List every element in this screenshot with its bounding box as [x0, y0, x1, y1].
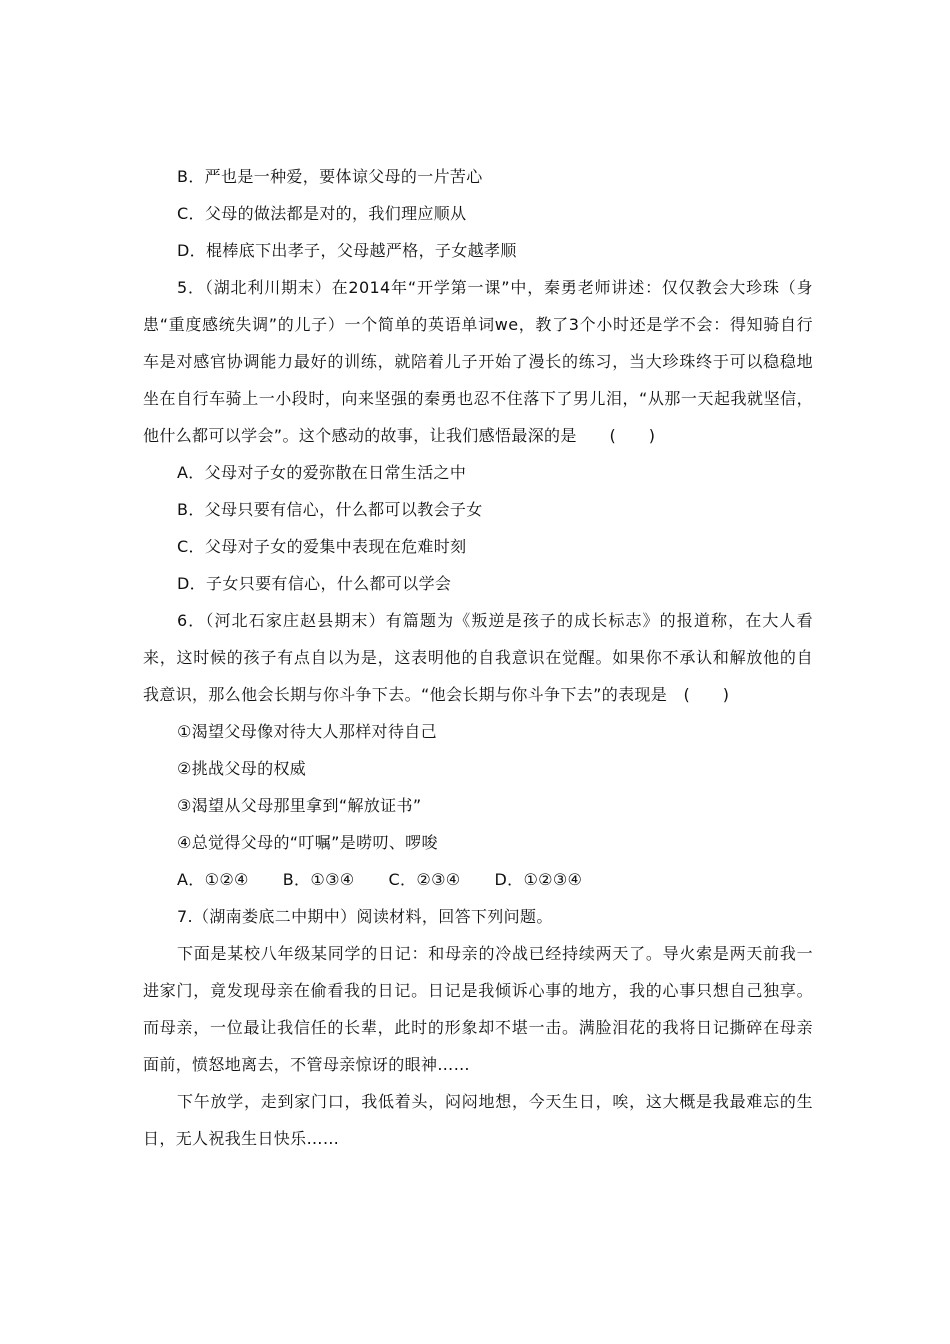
q6-option-c: C．②③④	[388, 870, 461, 889]
q6-option-a: A．①②④	[177, 870, 249, 889]
q4-option-d: D．棍棒底下出孝子，父母越严格，子女越孝顺	[177, 241, 517, 260]
q5-stem: 5．（湖北利川期末）在2014年“开学第一课”中，秦勇老师讲述：仅仅教会大珍珠（身患“重度感统失调”的儿子）一个简单的英语单词we，教了3个小时还是学不会：得知骑自行车是对感官协调能力最好的训练，就陪着儿子开始了漫长的练习，当大珍珠终于可以稳稳地坐在自行车骑上一小段时，向来坚强的秦勇也忍不住落下了男儿泪，“从那一天起我就坚信，他什么都可以学会”。这个感动的故事，让我们感悟最深的是 ( )	[143, 278, 813, 445]
q4-option-c: C．父母的做法都是对的，我们理应顺从	[177, 204, 467, 223]
q6-item-2: ②挑战父母的权威	[177, 759, 307, 778]
q7-stem: 7.（湖南娄底二中期中）阅读材料，回答下列问题。	[177, 907, 553, 926]
q6-option-d: D．①②③④	[494, 870, 583, 889]
q5-option-b: B．父母只要有信心，什么都可以教会子女	[177, 500, 483, 519]
q6-answer-options	[143, 861, 813, 898]
q5-option-d: D．子女只要有信心，什么都可以学会	[177, 574, 452, 593]
q6-option-b: B．①③④	[282, 870, 355, 889]
q6-item-3: ③渴望从父母那里拿到“解放证书”	[177, 796, 422, 815]
document-content	[143, 158, 813, 1157]
q7-material-paragraph-1: 下面是某校八年级某同学的日记：和母亲的冷战已经持续两天了。导火索是两天前我一进家门，竟发现母亲在偷看我的日记。日记是我倾诉心事的地方，我的心事只想自己独享。而母亲，一位最让我信任的长辈，此时的形象却不堪一击。满脸泪花的我将日记撕碎在母亲面前，愤怒地离去，不管母亲惊讶的眼神……	[143, 944, 813, 1074]
q6-stem: 6．（河北石家庄赵县期末）有篇题为《叛逆是孩子的成长标志》的报道称，在大人看来，这时候的孩子有点自以为是，这表明他的自我意识在觉醒。如果你不承认和解放他的自我意识，那么他会长期与你斗争下去。“他会长期与你斗争下去”的表现是 ( )	[143, 611, 813, 704]
q6-item-1: ①渴望父母像对待大人那样对待自己	[177, 722, 437, 741]
q7-material-paragraph-2: 下午放学，走到家门口，我低着头，闷闷地想，今天生日，唉，这大概是我最难忘的生日，无人祝我生日快乐……	[143, 1092, 813, 1148]
q6-item-4: ④总觉得父母的“叮嘱”是唠叨、啰唆	[177, 833, 438, 852]
q5-option-c: C．父母对子女的爱集中表现在危难时刻	[177, 537, 467, 556]
q4-option-b: B．严也是一种爱，要体谅父母的一片苦心	[177, 167, 483, 186]
q5-option-a: A．父母对子女的爱弥散在日常生活之中	[177, 463, 467, 482]
